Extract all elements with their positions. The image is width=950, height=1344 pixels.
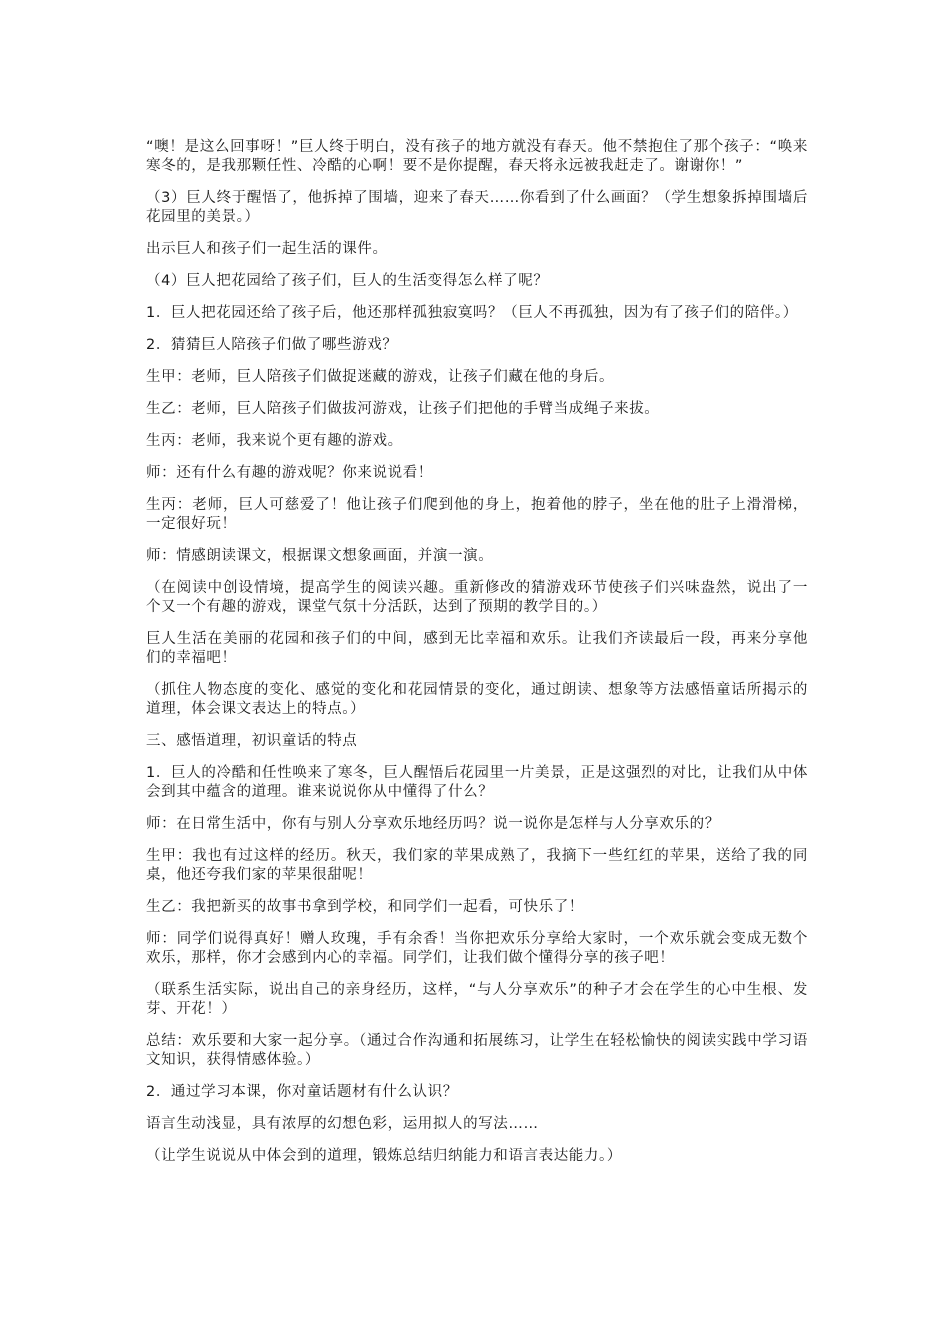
paragraph-15: （抓住人物态度的变化、感觉的变化和花园情景的变化，通过朗读、想象等方法感悟童话所揭示的道理，体会课文表达上的特点。）	[146, 682, 808, 717]
paragraph-18: 师：在日常生活中，你有与别人分享欢乐地经历吗？说一说你是怎样与人分享欢乐的？	[146, 816, 720, 832]
paragraph-19: 生甲：我也有过这样的经历。秋天，我们家的苹果成熟了，我摘下一些红红的苹果，送给了我的同桌，他还夸我们家的苹果很甜呢！	[146, 848, 808, 883]
paragraph-3: 出示巨人和孩子们一起生活的课件。	[146, 241, 388, 257]
paragraph-21: 师：同学们说得真好！赠人玫瑰，手有余香！当你把欢乐分享给大家时，一个欢乐就会变成无数个欢乐，那样，你才会感到内心的幸福。同学们，让我们做个懂得分享的孩子吧！	[146, 931, 808, 966]
paragraph-4: （4）巨人把花园给了孩子们，巨人的生活变得怎么样了呢？	[146, 273, 549, 289]
paragraph-1: “噢！是这么回事呀！”巨人终于明白，没有孩子的地方就没有春天。他不禁抱住了那个孩子：“唤来寒冬的，是我那颗任性、冷酷的心啊！要不是你提醒，春天将永远被我赶走了。谢谢你！”	[146, 139, 808, 174]
paragraph-7: 生甲：老师，巨人陪孩子们做捉迷藏的游戏，让孩子们藏在他的身后。	[146, 369, 615, 385]
paragraph-25: 语言生动浅显，具有浓厚的幻想色彩，运用拟人的写法……	[146, 1116, 539, 1132]
paragraph-10: 师：还有什么有趣的游戏呢？你来说说看！	[146, 465, 433, 481]
paragraph-13: （在阅读中创设情境，提高学生的阅读兴趣。重新修改的猜游戏环节使孩子们兴味盎然，说出了一个又一个有趣的游戏，课堂气氛十分活跃，达到了预期的教学目的。）	[146, 580, 808, 615]
paragraph-11: 生丙：老师，巨人可慈爱了！他让孩子们爬到他的身上，抱着他的脖子，坐在他的肚子上滑滑梯，一定很好玩！	[146, 497, 808, 532]
paragraph-12: 师：情感朗读课文，根据课文想象画面，并演一演。	[146, 548, 494, 564]
paragraph-17: 1．巨人的冷酷和任性唤来了寒冬，巨人醒悟后花园里一片美景，正是这强烈的对比，让我们从中体会到其中蕴含的道理。谁来说说你从中懂得了什么？	[146, 765, 808, 800]
document-page	[146, 138, 808, 1179]
paragraph-20: 生乙：我把新买的故事书拿到学校，和同学们一起看，可快乐了！	[146, 899, 584, 915]
paragraph-6: 2．猜猜巨人陪孩子们做了哪些游戏？	[146, 337, 398, 353]
paragraph-5: 1．巨人把花园还给了孩子后，他还那样孤独寂寞吗？（巨人不再孤独，因为有了孩子们的陪伴。）	[146, 305, 798, 321]
paragraph-26: （让学生说说从中体会到的道理，锻炼总结归纳能力和语言表达能力。）	[146, 1148, 622, 1164]
section-heading: 三、感悟道理，初识童话的特点	[146, 733, 358, 749]
paragraph-9: 生丙：老师，我来说个更有趣的游戏。	[146, 433, 403, 449]
paragraph-8: 生乙：老师，巨人陪孩子们做拔河游戏，让孩子们把他的手臂当成绳子来拔。	[146, 401, 660, 417]
paragraph-14: 巨人生活在美丽的花园和孩子们的中间，感到无比幸福和欢乐。让我们齐读最后一段，再来分享他们的幸福吧！	[146, 631, 808, 666]
paragraph-22: （联系生活实际，说出自己的亲身经历，这样，“与人分享欢乐”的种子才会在学生的心中生根、发芽、开花！）	[146, 982, 808, 1017]
paragraph-24: 2．通过学习本课，你对童话题材有什么认识？	[146, 1084, 458, 1100]
paragraph-23: 总结：欢乐要和大家一起分享。（通过合作沟通和拓展练习，让学生在轻松愉快的阅读实践中学习语文知识，获得情感体验。）	[146, 1033, 808, 1068]
paragraph-2: （3）巨人终于醒悟了，他拆掉了围墙，迎来了春天……你看到了什么画面？（学生想象拆掉围墙后花园里的美景。）	[146, 190, 808, 225]
